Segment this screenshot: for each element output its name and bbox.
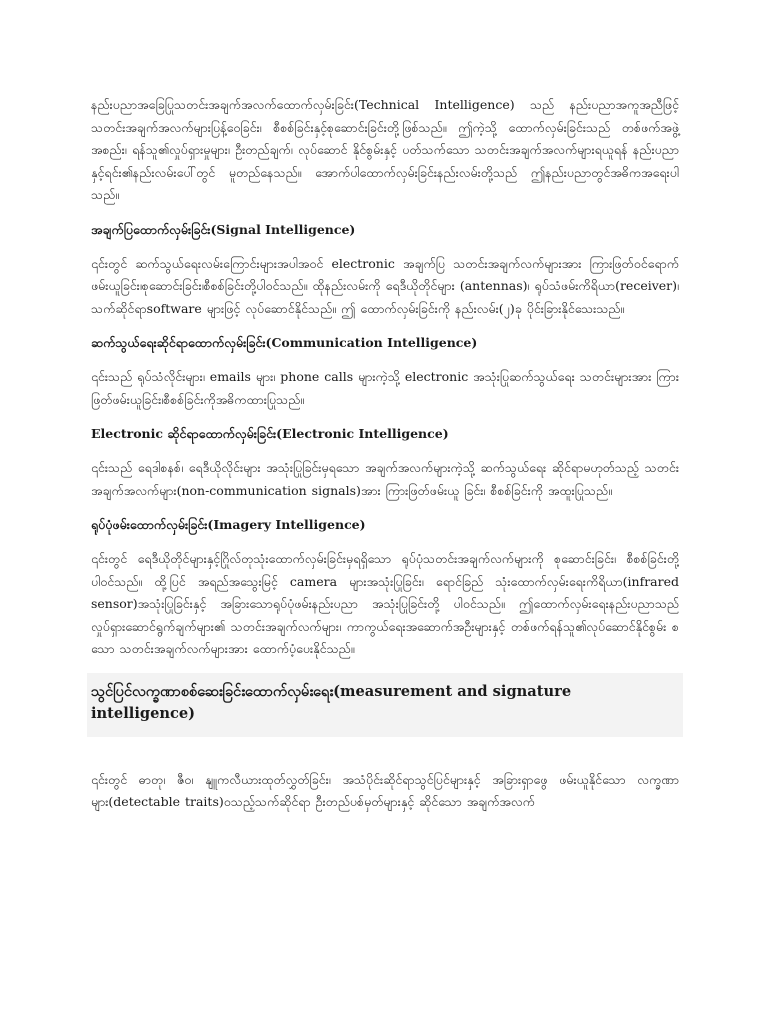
- section-body-electronic-intelligence: ၎င်းသည် ရေဒါစနစ်၊ ရေဒီယိုလိုင်းများ အသုံးပြုခြင်းမှရသော အချက်အလက်များကဲ့သို့ ဆက်သွယ်ရေး ဆိုင်ရာမဟုတ်သည့် သတင်းအချက်အလက်များ(non-communication signals)အား ကြားဖြတ်ဖမ်းယူ ခြင်း၊ စီစစ်ခြင်းကို အထူးပြုသည်။: [91, 460, 679, 498]
- section-heading-measurement-signature-intelligence: သွင်ပြင်လက္ခဏာစစ်ဆေးခြင်းထောက်လှမ်းရေး(measurement and signature intelligence): [87, 673, 683, 737]
- section-heading-electronic-intelligence: Electronic ဆိုင်ရာထောက်လှမ်းခြင်း(Electronic Intelligence): [91, 426, 449, 441]
- section-heading-imagery-intelligence: ရုပ်ပုံဖမ်းထောက်လှမ်းခြင်း(Imagery Intelligence): [91, 517, 366, 532]
- section-body-signal-intelligence: ၎င်းတွင် ဆက်သွယ်ရေးလမ်းကြောင်းများအပါအဝင် electronic အချက်ပြ သတင်းအချက်လက်များအား ကြားဖြတ်ဝင်ရောက်ဖမ်းယူခြင်း၊စုဆောင်းခြင်း၊စီစစ်ခြင်းတို့ပါဝင်သည်။ ထိုနည်းလမ်းကို ရေဒီယိုတိုင်များ (antennas)၊ ရုပ်သံဖမ်းကိရိယာ(receiver)၊ သက်ဆိုင်ရာsoftware များဖြင့် လုပ်ဆောင်နိုင်သည်။ ဤ ထောက်လှမ်းခြင်းကို နည်းလမ်း(၂)ခု ပိုင်းခြားနိုင်သေးသည်။: [91, 255, 679, 316]
- section-body-imagery-intelligence: ၎င်းတွင် ရေဒီယိုတိုင်များနှင့်ဂြိုလ်တုသုံးထောက်လှမ်းခြင်းမှရရှိသော ရုပ်ပုံသတင်းအချက်လက်များကို စုဆောင်းခြင်း၊ စီစစ်ခြင်းတို့ပါဝင်သည်။ ထို့ပြင် အရည်အသွေးမြင့် camera များအသုံးပြုခြင်း၊ ရောင်ခြည် သုံးထောက်လှမ်းရေးကိရိယာ(infrared sensor)အသုံးပြုခြင်းနှင့် အခြားသောရုပ်ပုံဖမ်းနည်းပညာ အသုံးပြုခြင်းတို့ ပါဝင်သည်။ ဤထောက်လှမ်းရေးနည်းပညာသည် လှုပ်ရှားဆောင်ရွက်ချက်များ၏ သတင်းအချက်လက်များ၊ ကာကွယ်ရေးအဆောက်အဦးများနှင့် တစ်ဖက်ရန်သူ၏လုပ်ဆောင်နိုင်စွမ်း စသော သတင်းအချက်လက်များအား ထောက်ပံ့ပေးနိုင်သည်။: [91, 551, 679, 656]
- section-heading-signal-intelligence: အချက်ပြထောက်လှမ်းခြင်း(Signal Intelligence): [91, 221, 356, 237]
- section-body-measurement-signature-intelligence: ၎င်းတွင် ဓာတု၊ ဇီဝ၊ နျူကလီယားထုတ်လွှတ်ခြင်း၊ အသံပိုင်းဆိုင်ရာသွင်ပြင်များနှင့် အခြားရှာဖွေ ဖမ်းယူနိုင်သော လက္ခဏာများ(detectable traits)ဝသည့်သက်ဆိုင်ရာ ဦးတည်ပစ်မှတ်များနှင့် ဆိုင်သော အချက်အလက်: [91, 771, 679, 809]
- intro-paragraph: နည်းပညာအခြေပြုသတင်းအချက်အလက်ထောက်လှမ်းခြင်း(Technical Intelligence) သည် နည်းပညာအကူအညီဖြင့် သတင်းအချက်အလက်များပြန့်ဝေခြင်း၊ စီစစ်ခြင်းနှင့်စုဆောင်းခြင်းတို့ဖြစ်သည်။ ဤကဲ့သို့ ထောက်လှမ်းခြင်းသည် တစ်ဖက်အဖွဲ့အစည်း၊ ရန်သူ၏လှုပ်ရှားမှုများ၊ ဦးတည်ချက်၊ လုပ်ဆောင် နိုင်စွမ်းနှင့် ပတ်သက်သော သတင်းအချက်အလက်များရယူရန် နည်းပညာနှင့်ရင်း၏နည်းလမ်းပေါ်တွင် မူတည်နေသည်။ အောက်ပါထောက်လှမ်းခြင်းနည်းလမ်းတို့သည် ဤနည်းပညာတွင်အဓိကအရေးပါ သည်။: [91, 97, 679, 202]
- section-body-communication-intelligence: ၎င်းသည် ရုပ်သံလိုင်းများ၊ emails များ၊ phone calls များကဲ့သို့ electronic အသုံးပြုဆက်သွယ်ရေး သတင်းများအား ကြားဖြတ်ဖမ်းယူခြင်း၊စီစစ်ခြင်းကိုအဓိကထားပြုသည်။: [91, 369, 679, 407]
- section-heading-communication-intelligence: ဆက်သွယ်ရေးဆိုင်ရာထောက်လှမ်းခြင်း(Communication Intelligence): [91, 335, 478, 350]
- document-page: [91, 94, 679, 826]
